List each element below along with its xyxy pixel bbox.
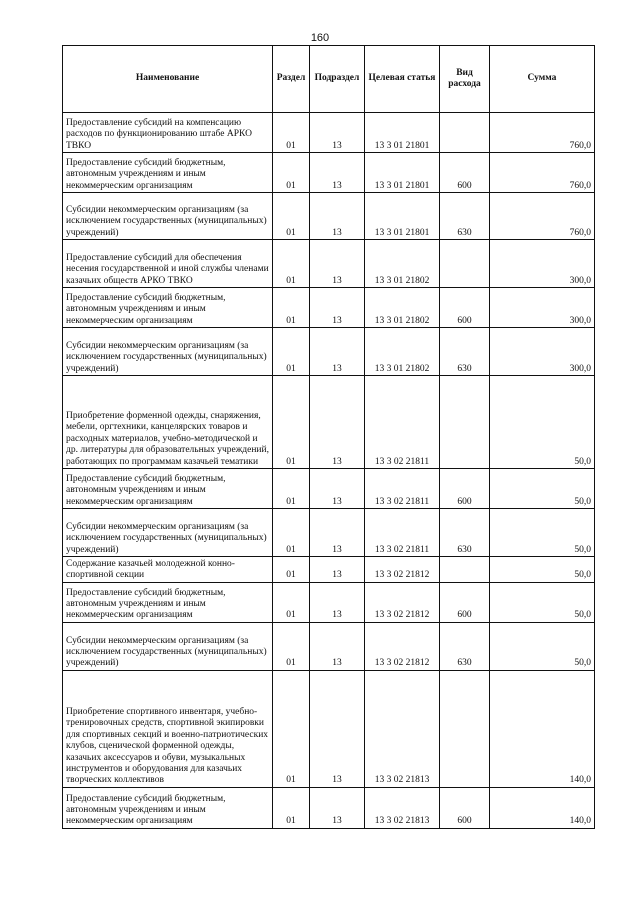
- table-row: [63, 509, 595, 557]
- table-row: [63, 153, 595, 193]
- cell-amount: 300,0: [490, 288, 595, 328]
- table-row: [63, 469, 595, 509]
- cell-amount: 50,0: [490, 509, 595, 557]
- column-header-section: Раздел: [273, 46, 310, 113]
- cell-expense-type: [440, 240, 490, 288]
- cell-name: Предоставление субсидий бюджетным, автономным учреждениям и иным некоммерческим организациям: [63, 582, 273, 622]
- cell-amount: 300,0: [490, 240, 595, 288]
- cell-target: 13 3 02 21811: [365, 469, 440, 509]
- cell-expense-type: [440, 113, 490, 153]
- cell-name: Предоставление субсидий для обеспечения несения государственной и иной службы членами казачьих обществ АРКО ТВКО: [63, 240, 273, 288]
- cell-section: 01: [273, 469, 310, 509]
- column-header-name: Наименование: [63, 46, 273, 113]
- cell-section: 01: [273, 582, 310, 622]
- cell-subsection: 13: [310, 240, 365, 288]
- cell-target: 13 3 01 21801: [365, 113, 440, 153]
- cell-target: 13 3 02 21813: [365, 787, 440, 828]
- cell-expense-type: 630: [440, 328, 490, 376]
- cell-expense-type: 600: [440, 787, 490, 828]
- cell-target: 13 3 01 21802: [365, 328, 440, 376]
- cell-target: 13 3 02 21812: [365, 622, 440, 670]
- column-header-target: Целевая статья: [365, 46, 440, 113]
- cell-section: 01: [273, 193, 310, 240]
- table-row: [63, 787, 595, 828]
- cell-target: 13 3 02 21812: [365, 557, 440, 583]
- cell-section: 01: [273, 328, 310, 376]
- cell-name: Предоставление субсидий на компенсацию расходов по функционированию штабе АРКО ТВКО: [63, 113, 273, 153]
- cell-subsection: 13: [310, 787, 365, 828]
- cell-section: 01: [273, 376, 310, 469]
- cell-amount: 50,0: [490, 622, 595, 670]
- table-header-row: [63, 46, 595, 113]
- cell-subsection: 13: [310, 153, 365, 193]
- cell-section: 01: [273, 288, 310, 328]
- cell-name: Субсидии некоммерческим организациям (за исключением государственных (муниципальных) учреждений): [63, 509, 273, 557]
- cell-subsection: 13: [310, 193, 365, 240]
- cell-expense-type: 630: [440, 509, 490, 557]
- cell-expense-type: [440, 376, 490, 469]
- cell-amount: 140,0: [490, 787, 595, 828]
- table-row: [63, 193, 595, 240]
- cell-name: Приобретение спортивного инвентаря, учебно-тренировочных средств, спортивной экипировки для спортивных секций и военно-патриотических клубов, сценической форменной одежды, казачьих аксессуаров и обуви, музыкальных инструментов и оборудования для казачьих творческих коллективов: [63, 670, 273, 787]
- table-row: [63, 670, 595, 787]
- cell-expense-type: [440, 670, 490, 787]
- cell-section: 01: [273, 622, 310, 670]
- cell-subsection: 13: [310, 288, 365, 328]
- cell-name: Субсидии некоммерческим организациям (за исключением государственных (муниципальных) учреждений): [63, 622, 273, 670]
- cell-target: 13 3 01 21801: [365, 193, 440, 240]
- cell-amount: 140,0: [490, 670, 595, 787]
- cell-amount: 760,0: [490, 193, 595, 240]
- cell-target: 13 3 02 21811: [365, 509, 440, 557]
- cell-amount: 50,0: [490, 557, 595, 583]
- cell-target: 13 3 01 21801: [365, 153, 440, 193]
- cell-amount: 300,0: [490, 328, 595, 376]
- cell-section: 01: [273, 509, 310, 557]
- cell-amount: 50,0: [490, 469, 595, 509]
- column-header-amount: Сумма: [490, 46, 595, 113]
- cell-section: 01: [273, 670, 310, 787]
- cell-name: Содержание казачьей молодежной конно-спортивной секции: [63, 557, 273, 583]
- table-row: [63, 240, 595, 288]
- column-header-expense-type: Вид расхода: [440, 46, 490, 113]
- cell-section: 01: [273, 557, 310, 583]
- cell-section: 01: [273, 240, 310, 288]
- page-number: 160: [310, 32, 330, 44]
- table-row: [63, 376, 595, 469]
- cell-name: Предоставление субсидий бюджетным, автономным учреждениям и иным некоммерческим организациям: [63, 787, 273, 828]
- cell-amount: 760,0: [490, 153, 595, 193]
- table-row: [63, 113, 595, 153]
- column-header-subsection: Подраздел: [310, 46, 365, 113]
- cell-expense-type: 600: [440, 288, 490, 328]
- cell-target: 13 3 02 21812: [365, 582, 440, 622]
- cell-expense-type: 600: [440, 153, 490, 193]
- cell-subsection: 13: [310, 582, 365, 622]
- table-row: [63, 582, 595, 622]
- cell-expense-type: 600: [440, 582, 490, 622]
- cell-subsection: 13: [310, 670, 365, 787]
- cell-amount: 50,0: [490, 582, 595, 622]
- cell-subsection: 13: [310, 113, 365, 153]
- cell-expense-type: 630: [440, 193, 490, 240]
- cell-target: 13 3 01 21802: [365, 240, 440, 288]
- table-row: [63, 557, 595, 583]
- cell-subsection: 13: [310, 622, 365, 670]
- cell-expense-type: [440, 557, 490, 583]
- cell-subsection: 13: [310, 376, 365, 469]
- cell-name: Приобретение форменной одежды, снаряжения, мебели, оргтехники, канцелярских товаров и расходных материалов, учебно-методической и др. литературы для образовательных учреждений, работающих по программам казачьей тематики: [63, 376, 273, 469]
- cell-target: 13 3 01 21802: [365, 288, 440, 328]
- cell-subsection: 13: [310, 328, 365, 376]
- cell-section: 01: [273, 113, 310, 153]
- cell-target: 13 3 02 21813: [365, 670, 440, 787]
- cell-name: Субсидии некоммерческим организациям (за исключением государственных (муниципальных) учреждений): [63, 193, 273, 240]
- cell-expense-type: 630: [440, 622, 490, 670]
- cell-subsection: 13: [310, 557, 365, 583]
- cell-subsection: 13: [310, 509, 365, 557]
- cell-name: Предоставление субсидий бюджетным, автономным учреждениям и иным некоммерческим организациям: [63, 469, 273, 509]
- cell-section: 01: [273, 787, 310, 828]
- cell-section: 01: [273, 153, 310, 193]
- cell-name: Предоставление субсидий бюджетным, автономным учреждениям и иным некоммерческим организациям: [63, 288, 273, 328]
- cell-target: 13 3 02 21811: [365, 376, 440, 469]
- cell-name: Предоставление субсидий бюджетным, автономным учреждениям и иным некоммерческим организациям: [63, 153, 273, 193]
- cell-amount: 760,0: [490, 113, 595, 153]
- table-row: [63, 288, 595, 328]
- table-row: [63, 328, 595, 376]
- table-row: [63, 622, 595, 670]
- budget-table: [62, 45, 595, 829]
- cell-name: Субсидии некоммерческим организациям (за исключением государственных (муниципальных) учреждений): [63, 328, 273, 376]
- cell-amount: 50,0: [490, 376, 595, 469]
- cell-expense-type: 600: [440, 469, 490, 509]
- cell-subsection: 13: [310, 469, 365, 509]
